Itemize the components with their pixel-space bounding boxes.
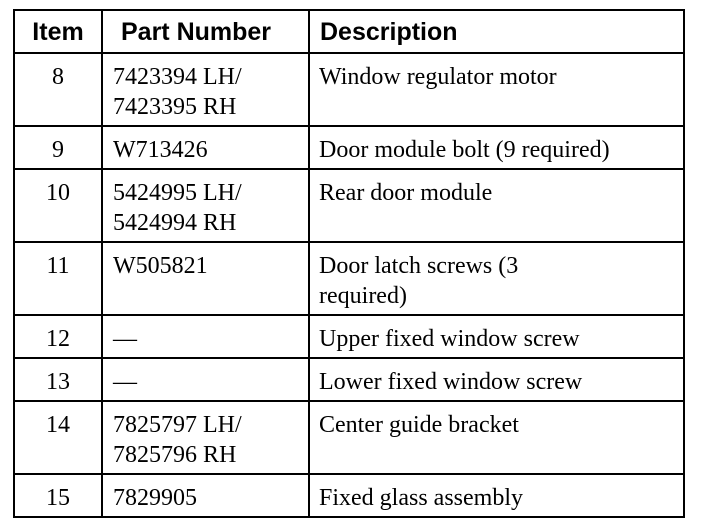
part-description: Window regulator motor bbox=[309, 53, 684, 126]
table-row bbox=[14, 358, 684, 401]
item-number: 15 bbox=[14, 474, 102, 517]
item-number: 14 bbox=[14, 401, 102, 474]
item-number: 10 bbox=[14, 169, 102, 242]
part-number: 5424995 LH/ 5424994 RH bbox=[102, 169, 309, 242]
part-number: 7825797 LH/ 7825796 RH bbox=[102, 401, 309, 474]
part-number: 7829905 bbox=[102, 474, 309, 517]
part-description: Upper fixed window screw bbox=[309, 315, 684, 358]
item-number: 13 bbox=[14, 358, 102, 401]
item-number: 11 bbox=[14, 242, 102, 315]
table-row bbox=[14, 315, 684, 358]
part-number: W505821 bbox=[102, 242, 309, 315]
part-number: — bbox=[102, 315, 309, 358]
item-number: 9 bbox=[14, 126, 102, 169]
part-number: W713426 bbox=[102, 126, 309, 169]
part-description: Door module bolt (9 required) bbox=[309, 126, 684, 169]
part-description: Center guide bracket bbox=[309, 401, 684, 474]
part-number: 7423394 LH/ 7423395 RH bbox=[102, 53, 309, 126]
table-row bbox=[14, 53, 684, 126]
table-row bbox=[14, 242, 684, 315]
table-row bbox=[14, 169, 684, 242]
table-row bbox=[14, 126, 684, 169]
part-description: Door latch screws (3 required) bbox=[309, 242, 684, 315]
table-row bbox=[14, 474, 684, 517]
header-description: Description bbox=[309, 10, 684, 53]
part-number: — bbox=[102, 358, 309, 401]
part-description: Lower fixed window screw bbox=[309, 358, 684, 401]
header-row bbox=[14, 10, 684, 53]
table-row bbox=[14, 401, 684, 474]
header-part-number: Part Number bbox=[102, 10, 309, 53]
item-number: 8 bbox=[14, 53, 102, 126]
part-description: Rear door module bbox=[309, 169, 684, 242]
parts-table bbox=[13, 9, 685, 518]
header-item: Item bbox=[14, 10, 102, 53]
part-description: Fixed glass assembly bbox=[309, 474, 684, 517]
item-number: 12 bbox=[14, 315, 102, 358]
